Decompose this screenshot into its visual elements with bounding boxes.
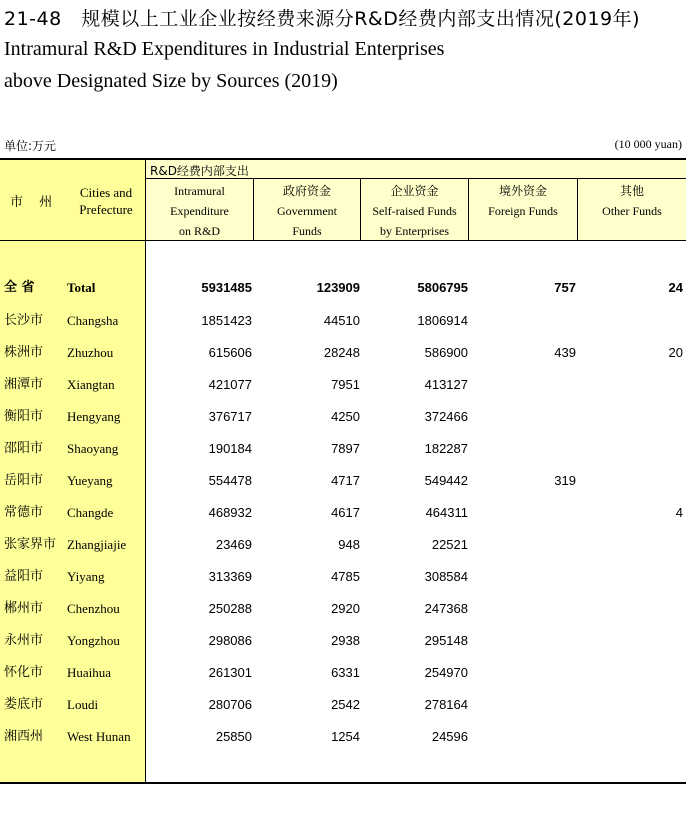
value-self-raised: 254970 <box>424 665 468 680</box>
value-government: 4785 <box>331 569 360 584</box>
value-other: 24 <box>668 280 683 295</box>
row-label-cn: 岳阳市 <box>4 473 44 488</box>
table-row <box>0 657 686 689</box>
row-label-cn: 怀化市 <box>4 665 44 680</box>
value-government: 4617 <box>331 505 360 520</box>
unit-label-cn: 单位:万元 <box>4 139 57 153</box>
value-self-raised: 586900 <box>424 345 468 360</box>
value-self-raised: 278164 <box>424 697 468 712</box>
value-intramural: 554478 <box>208 473 252 488</box>
table-row <box>0 433 686 465</box>
row-label-en: Loudi <box>67 697 99 712</box>
value-self-raised: 464311 <box>425 505 468 520</box>
value-other <box>577 305 683 337</box>
value-intramural: 615606 <box>208 345 252 360</box>
value-government: 2920 <box>331 601 360 616</box>
value-intramural: 250288 <box>208 601 252 616</box>
value-other <box>577 593 683 625</box>
value-intramural: 261301 <box>208 665 252 680</box>
row-label-cn: 长沙市 <box>4 313 44 328</box>
value-other <box>577 689 683 721</box>
row-label-cn: 娄底市 <box>4 697 44 712</box>
value-other <box>577 529 683 561</box>
row-label-cn: 全 省 <box>4 280 35 295</box>
value-intramural: 313369 <box>208 569 252 584</box>
table-row <box>0 561 686 593</box>
value-government: 44510 <box>323 313 360 328</box>
table-row <box>0 593 686 625</box>
table-row <box>0 529 686 561</box>
value-foreign <box>469 433 576 465</box>
value-other <box>577 433 683 465</box>
row-label-cn: 邵阳市 <box>4 441 44 456</box>
value-government: 7951 <box>331 377 360 392</box>
table-row <box>0 337 686 369</box>
value-foreign <box>469 305 576 337</box>
column-header-foreign: 境外资金 Foreign Funds <box>488 184 558 218</box>
table-row <box>0 689 686 721</box>
value-self-raised: 413127 <box>424 377 468 392</box>
value-other <box>577 561 683 593</box>
row-label-cn: 张家界市 <box>4 537 57 552</box>
value-intramural: 421077 <box>208 377 252 392</box>
value-self-raised: 247368 <box>424 601 468 616</box>
value-intramural: 25850 <box>215 729 252 744</box>
row-label-en: Xiangtan <box>67 377 115 392</box>
row-label-en: Yueyang <box>67 473 113 488</box>
value-other <box>577 465 683 497</box>
table-title-en-line1: Intramural R&D Expenditures in Industrial Enterprises <box>4 38 445 60</box>
value-self-raised: 24596 <box>431 729 468 744</box>
row-label-en: Zhuzhou <box>67 345 114 360</box>
row-label-en: Shaoyang <box>67 441 119 456</box>
value-other <box>577 401 683 433</box>
table-row <box>0 305 686 337</box>
value-government: 4250 <box>331 409 360 424</box>
row-label-en: West Hunan <box>67 729 131 744</box>
row-label-en: Yiyang <box>67 569 105 584</box>
value-intramural: 5931485 <box>201 280 252 295</box>
value-self-raised: 549442 <box>424 473 468 488</box>
table-title-cn: 21-48 规模以上工业企业按经费来源分R&D经费内部支出情况(2019年) <box>4 8 641 30</box>
row-label-cn: 常德市 <box>4 505 44 520</box>
value-other <box>577 369 683 401</box>
value-self-raised: 295148 <box>424 633 468 648</box>
row-label-en: Huaihua <box>67 665 112 680</box>
value-foreign <box>469 561 576 593</box>
value-government: 28248 <box>323 345 360 360</box>
value-self-raised: 22521 <box>431 537 468 552</box>
table-row <box>0 721 686 753</box>
value-foreign: 319 <box>554 473 576 488</box>
value-foreign <box>469 721 576 753</box>
value-intramural: 190184 <box>208 441 252 456</box>
value-government: 2938 <box>331 633 360 648</box>
value-other: 4 <box>675 505 683 520</box>
value-foreign: 439 <box>554 345 576 360</box>
row-label-en: Zhangjiajie <box>67 537 127 552</box>
table-row <box>0 369 686 401</box>
value-other: 20 <box>668 345 683 360</box>
group-header-label: R&D经费内部支出 <box>150 164 249 178</box>
value-foreign <box>469 689 576 721</box>
table-row <box>0 497 686 529</box>
row-label-cn: 永州市 <box>4 633 44 648</box>
value-government: 123909 <box>316 280 360 295</box>
row-label-cn: 湘潭市 <box>4 377 44 392</box>
row-label-en: Total <box>67 280 96 295</box>
column-header-intramural: Intramural Expenditure on R&D <box>170 184 229 238</box>
table-row <box>0 465 686 497</box>
stub-header-cn: 市 州 <box>10 195 59 210</box>
row-label-cn: 株洲市 <box>4 345 44 360</box>
value-foreign: 757 <box>554 280 576 295</box>
value-government: 7897 <box>331 441 360 456</box>
bottom-rule <box>0 782 686 784</box>
value-self-raised: 1806914 <box>417 313 468 328</box>
value-foreign <box>469 401 576 433</box>
value-foreign <box>469 369 576 401</box>
value-self-raised: 308584 <box>424 569 468 584</box>
unit-label-en: (10 000 yuan) <box>614 137 682 151</box>
value-self-raised: 5806795 <box>417 280 468 295</box>
value-intramural: 280706 <box>208 697 252 712</box>
value-foreign <box>469 625 576 657</box>
row-label-cn: 郴州市 <box>4 601 44 616</box>
value-foreign <box>469 593 576 625</box>
value-foreign <box>469 657 576 689</box>
value-intramural: 23469 <box>215 537 252 552</box>
row-label-cn: 益阳市 <box>4 569 44 584</box>
table-row <box>0 401 686 433</box>
value-government: 1254 <box>331 729 360 744</box>
row-label-cn: 衡阳市 <box>4 409 44 424</box>
row-label-en: Yongzhou <box>67 633 120 648</box>
row-label-en: Hengyang <box>67 409 121 424</box>
value-foreign <box>469 497 576 529</box>
value-other <box>577 721 683 753</box>
value-intramural: 1851423 <box>201 313 252 328</box>
value-government: 4717 <box>331 473 360 488</box>
value-other <box>577 625 683 657</box>
column-header-other: 其他 Other Funds <box>602 184 662 218</box>
row-label-cn: 湘西州 <box>4 729 44 744</box>
row-label-en: Chenzhou <box>67 601 120 616</box>
value-other <box>577 657 683 689</box>
table-title-en-line2: above Designated Size by Sources (2019) <box>4 70 338 92</box>
value-self-raised: 372466 <box>424 409 468 424</box>
table-row-total <box>0 272 686 304</box>
value-intramural: 376717 <box>208 409 252 424</box>
value-government: 2542 <box>331 697 360 712</box>
row-label-en: Changsha <box>67 313 119 328</box>
column-header-self-raised: 企业资金 Self-raised Funds by Enterprises <box>372 184 457 238</box>
value-intramural: 468932 <box>208 505 252 520</box>
value-intramural: 298086 <box>208 633 252 648</box>
value-self-raised: 182287 <box>424 441 468 456</box>
row-label-en: Changde <box>67 505 114 520</box>
value-government: 948 <box>338 537 360 552</box>
value-foreign <box>469 529 576 561</box>
stub-header-en: Cities and Prefecture <box>79 185 133 217</box>
table-row <box>0 625 686 657</box>
column-header-government: 政府资金 Government Funds <box>277 184 337 238</box>
value-government: 6331 <box>331 665 360 680</box>
